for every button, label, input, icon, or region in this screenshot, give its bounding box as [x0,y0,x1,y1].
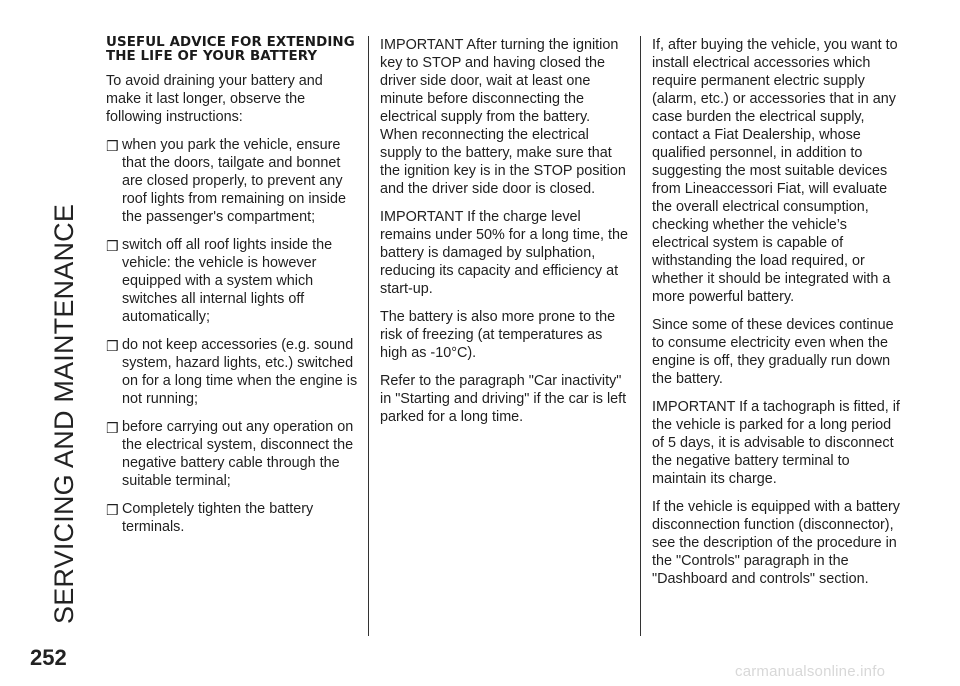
checkbox-bullet-icon: ❒ [106,502,119,518]
list-item [106,500,358,536]
advice-list [106,136,358,536]
list-item-text: switch off all roof lights inside the vehicle: the vehicle is however equipped with a system which switches all internal lights off automatically; [122,237,333,325]
checkbox-bullet-icon: ❒ [106,420,119,436]
section-sidebar [44,34,84,624]
list-item-text: do not keep accessories (e.g. sound system, hazard lights, etc.) switched on for a long time when the engine is not running; [122,337,358,407]
column-3 [652,36,907,598]
paragraph: If, after buying the vehicle, you want to install electrical accessories which require permanent electric supply (alarm, etc.) or accessories that in any case burden the electrical supply, contact a Fiat Dealership, whose qualified personnel, in addition to suggesting the most suitable devices from Lineaccessori Fiat, will evaluate the overall electrical consumption, checking whether the vehicle’s electrical system is capable of withstanding the load required, or whether it should be integrated with a more powerful battery. [652,37,898,305]
column-1 [106,36,358,546]
list-item-text: before carrying out any operation on the electrical system, disconnect the negative battery cable through the suitable terminal; [122,419,354,489]
list-item [106,418,358,490]
paragraph: IMPORTANT After turning the ignition key to STOP and having closed the driver side door, wait at least one minute before disconnecting the electrical supply from the battery. When reconnecting the electrical supply to the battery, make sure that the ignition key is in the STOP position and the driver side door is closed. [380,37,626,197]
paragraph: Since some of these devices continue to consume electricity even when the engine is off, they gradually run down the battery. [652,317,894,387]
list-item-text: when you park the vehicle, ensure that the doors, tailgate and bonnet are closed properly, to prevent any roof lights from remaining on inside the passenger's compartment; [122,137,346,225]
column-2 [380,36,630,436]
paragraph: IMPORTANT If a tachograph is fitted, if the vehicle is parked for a long period of 5 days, it is advisable to disconnect the negative battery terminal to maintain its charge. [652,399,900,487]
paragraph: IMPORTANT If the charge level remains under 50% for a long time, the battery is damaged by sulphation, reducing its capacity and efficiency at start-up. [380,209,628,297]
list-item-text: Completely tighten the battery terminals. [122,501,314,535]
column-divider [640,36,641,636]
watermark: carmanualsonline.info [735,663,886,680]
list-item [106,336,358,408]
checkbox-bullet-icon: ❒ [106,238,119,254]
page-number: 252 [30,645,67,670]
paragraph: If the vehicle is equipped with a battery disconnection function (disconnector), see the description of the procedure in the "Controls" paragraph in the "Dashboard and controls" section. [652,499,900,587]
section-title: SERVICING AND MAINTENANCE [49,203,79,624]
column-divider [368,36,369,636]
list-item [106,236,358,326]
paragraph: Refer to the paragraph "Car inactivity" in "Starting and driving" if the car is left parked for a long time. [380,373,627,425]
checkbox-bullet-icon: ❒ [106,338,119,354]
checkbox-bullet-icon: ❒ [106,138,119,154]
list-item [106,136,358,226]
intro-paragraph: To avoid draining your battery and make it last longer, observe the following instructions: [106,73,323,125]
paragraph: The battery is also more prone to the risk of freezing (at temperatures as high as -10°C). [380,309,616,361]
section-heading: USEFUL ADVICE FOR EXTENDING THE LIFE OF YOUR BATTERY [106,35,355,64]
